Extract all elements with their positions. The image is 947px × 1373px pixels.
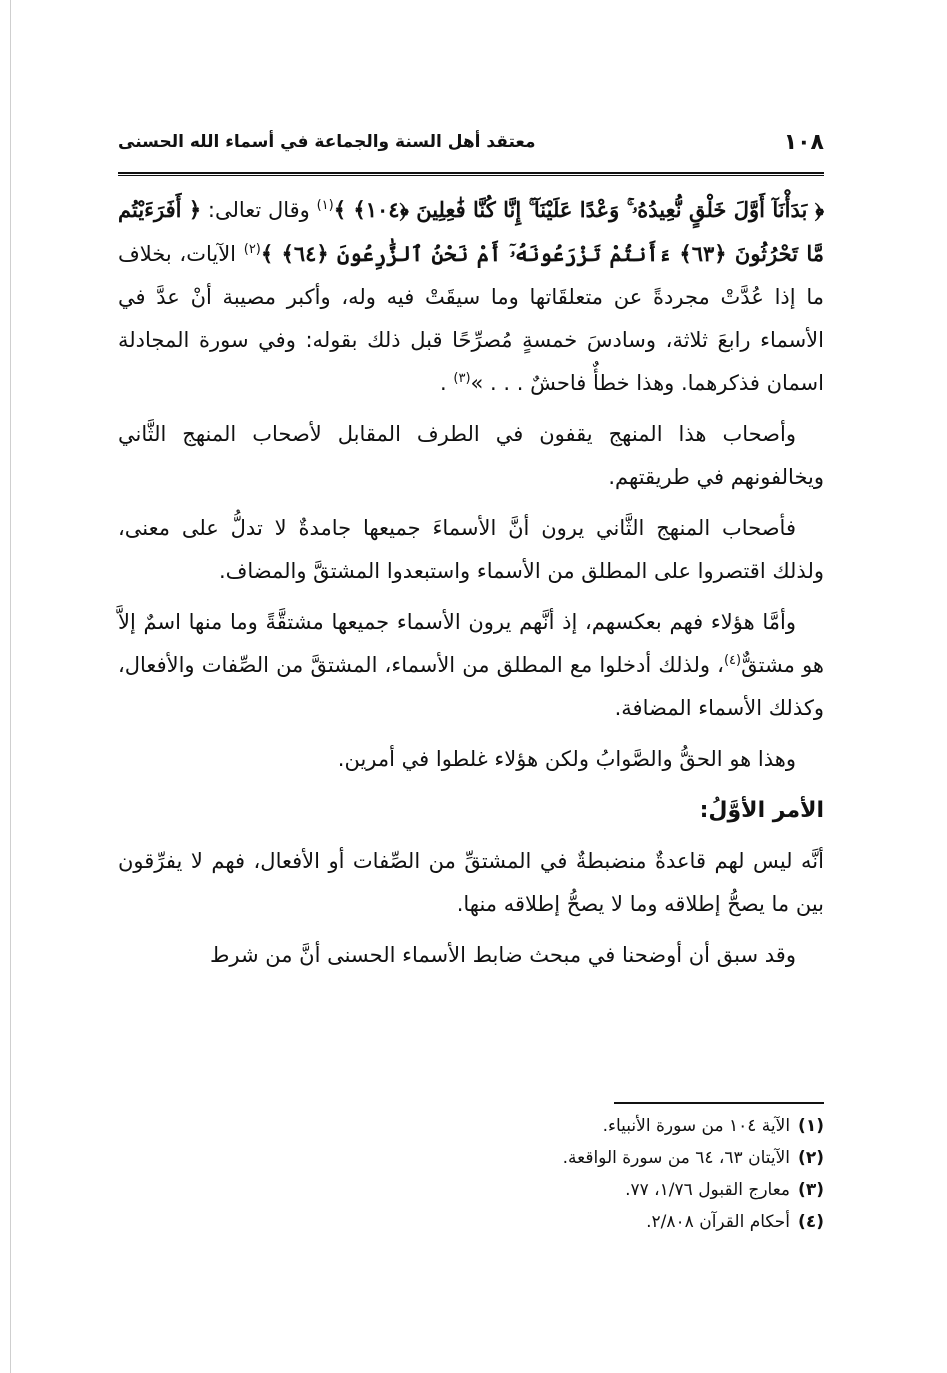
paragraph-text: . <box>440 371 454 395</box>
footnote-text: أحكام القرآن ٢/٨٠٨. <box>646 1212 791 1232</box>
footnote-text: معارج القبول ١/٧٦، ٧٧. <box>625 1180 791 1200</box>
paragraph-text: الآيات، بخلاف ما إذا عُدَّتْ مجردةً عن متعلقَاتها وما سيقَتْ فيه وله، وأكبر مصيبة أنْ عدَّ في الأسماء رابعَ ثلاثة، وسادسَ خمسةٍ مُصرِّحًا قبل ذلك بقوله: وفي سورة المجادلة اسمان فذكرهما. وهذا خطأٌ فاحشٌ . . . » <box>118 242 824 395</box>
paragraph-text: وقال تعالى: <box>201 198 317 222</box>
footnote-ref-1: (١) <box>316 198 334 213</box>
footnote-text: الآية ١٠٤ من سورة الأنبياء. <box>602 1116 791 1136</box>
paragraph-3: فأصحاب المنهج الثَّاني يرون أنَّ الأسماءَ جميعها جامدةٌ لا تدلُّ على معنى، ولذلك اقتصروا على المطلق من الأسماء واستبعدوا المشتقَّ والمضاف. <box>118 516 824 583</box>
footnote-number: (٣) <box>798 1180 824 1200</box>
footnotes <box>118 1110 824 1238</box>
footnote-number: (١) <box>798 1116 824 1136</box>
footnote-number: (٢) <box>798 1148 824 1168</box>
body-text <box>118 188 824 985</box>
scan-margin-line <box>10 0 11 1373</box>
paragraph-text: وأمَّا هؤلاء فهم بعكسهم، إذ أنَّهم يرون الأسماء جميعها مشتقَّةً وما منها اسمٌ إلاَّ هو مشتقٌّ <box>118 610 824 677</box>
section-heading: الأمر الأوَّلُ: <box>699 798 824 823</box>
footnote-rule <box>614 1102 824 1104</box>
footnote-number: (٤) <box>798 1212 824 1232</box>
paragraph-6: أنَّه ليس لهم قاعدةٌ منضبطةٌ في المشتقِّ من الصِّفات أو الأفعال، فهم لا يفرِّقون بين ما يصحُّ إطلاقه وما لا يصحُّ إطلاقه منها. <box>118 849 824 916</box>
page-header <box>118 128 824 168</box>
running-title: معتقد أهل السنة والجماعة في أسماء الله الحسنى <box>118 132 536 152</box>
paragraph-2: وأصحاب هذا المنهج يقفون في الطرف المقابل لأصحاب المنهج الثَّاني ويخالفونهم في طريقتهم. <box>118 422 824 489</box>
footnote-ref-3: (٣) <box>453 371 471 386</box>
footnote-ref-4: (٤) <box>723 653 742 668</box>
paragraph-4 <box>118 601 824 730</box>
footnote-item <box>118 1174 824 1206</box>
page-number: ١٠٨ <box>783 130 824 155</box>
paragraph-quran-citation <box>118 188 824 405</box>
footnote-text: الآيتان ٦٣، ٦٤ من سورة الواقعة. <box>562 1148 791 1168</box>
quran-verse-1: ﴿ بَدَأْنَآ أَوَّلَ خَلْقٍ نُّعِيدُهُۥ ۚ وَعْدًا عَلَيْنَآ ۚ إِنَّا كُنَّا فَٰعِلِينَ ﴿١٠٤﴾ ﴾ <box>333 197 824 222</box>
paragraph-5: وهذا هو الحقُّ والصَّوابُ ولكن هؤلاء غلطوا في أمرين. <box>337 747 796 771</box>
footnote-item <box>118 1110 824 1142</box>
header-rule <box>118 172 824 176</box>
footnote-item <box>118 1206 824 1238</box>
quran-verse-2: ﴿ أَفَرَءَيْتُم مَّا تَحْرُثُونَ ﴿٦٣﴾ ءَأَنتُمْ تَزْرَعُونَهُۥٓ أَمْ نَحْنُ ٱلزَّٰرِعُونَ ﴿٦٤﴾ ﴾ <box>118 197 825 266</box>
footnote-ref-2: (٢) <box>243 242 261 257</box>
paragraph-7: وقد سبق أن أوضحنا في مبحث ضابط الأسماء الحسنى أنَّ من شرط <box>209 943 796 967</box>
paragraph-text: ، ولذلك أدخلوا مع المطلق من الأسماء، المشتقَّ من الصِّفات والأفعال، وكذلك الأسماء المضافة. <box>118 653 824 720</box>
footnote-item <box>118 1142 824 1174</box>
